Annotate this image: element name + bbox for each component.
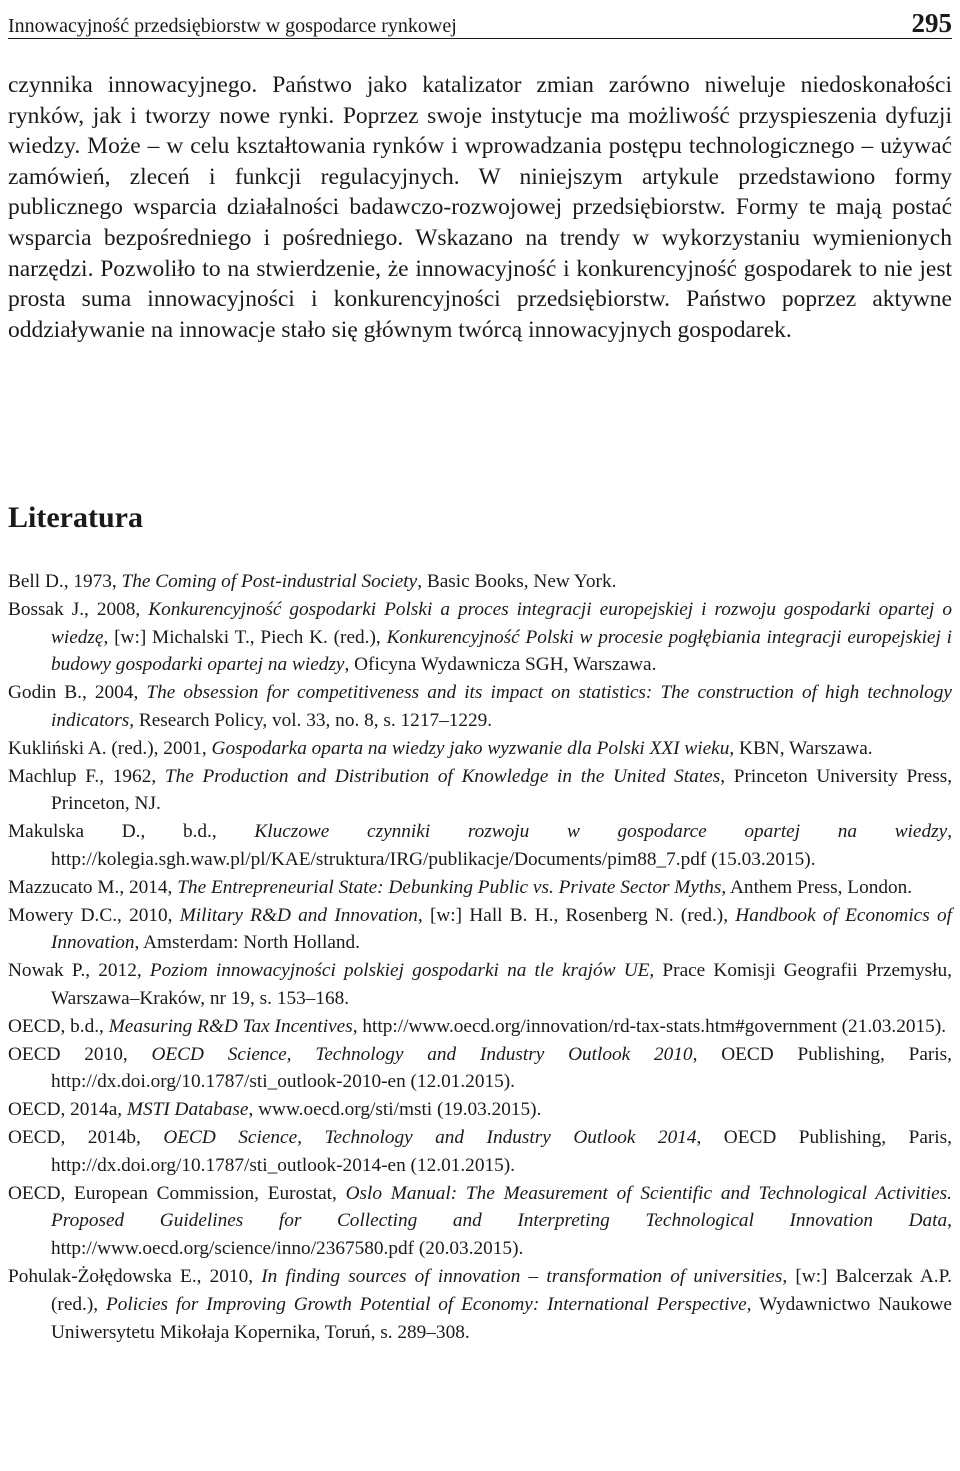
reference-item: Makulska D., b.d., Kluczowe czynniki rozwoju w gospodarce opartej na wiedzy, http://kolegia.sgh.waw.pl/pl/KAE/struktura/IRG/publikacje/Documents/pim88_7.pdf (15.03.2015). — [8, 821, 953, 870]
reference-item: Pohulak-Żołędowska E., 2010, In finding sources of innovation – transformation of universities, [w:] Balcerzak A.P. (red.), Policies for Improving Growth Potential of Economy: International Perspective, Wydawnictwo Naukowe Uniwersytetu Mikołaja Kopernika, Toruń, s. 289–308. — [8, 1265, 953, 1343]
reference-item: Kukliński A. (red.), 2001, Gospodarka oparta na wiedzy jako wyzwanie dla Polski XXI wieku, KBN, Warszawa. — [8, 737, 873, 759]
reference-item: Bossak J., 2008, Konkurencyjność gospodarki Polski a proces integracji europejskiej i rozwoju gospodarki opartej o wiedzę, [w:] Michalski T., Piech K. (red.), Konkurencyjność Polski w procesie pogłębiania integracji europejskiej i budowy gospodarki opartej na wiedzy, Oficyna Wydawnicza SGH, Warszawa. — [8, 598, 953, 676]
reference-item: Machlup F., 1962, The Production and Distribution of Knowledge in the United States, Princeton University Press, Princeton, NJ. — [8, 765, 953, 815]
page-number: 295 — [911, 8, 952, 38]
reference-item: OECD 2010, OECD Science, Technology and Industry Outlook 2010, OECD Publishing, Paris, http://dx.doi.org/10.1787/sti_outlook-2010-en (12.01.2015). — [8, 1043, 952, 1093]
reference-list — [8, 568, 952, 1346]
reference-item: OECD, 2014a, MSTI Database, www.oecd.org/sti/msti (19.03.2015). — [8, 1099, 542, 1121]
running-header — [8, 4, 952, 38]
reference-item: Bell D., 1973, The Coming of Post-industrial Society, Basic Books, New York. — [8, 571, 617, 592]
running-header-title: Innowacyjność przedsiębiorstw w gospodarce rynkowej — [8, 15, 457, 37]
body-paragraph: czynnika innowacyjnego. Państwo jako katalizator zmian zarówno niweluje niedoskonałości rynków, jak i tworzy nowe rynki. Poprzez swoje instytucje ma możliwość przyspieszenia dyfuzji wiedzy. Może – w celu kształtowania rynków i wprowadzania postępu technologicznego – używać zamówień, zleceń i funkcji regulacyjnych. W niniejszym artykule przedstawiono formy publicznego wsparcia działalności badawczo-rozwojowej przedsiębiorstw. Formy te mają postać wsparcia bezpośredniego i pośredniego. Wskazano na trendy w wykorzystaniu wymienionych narzędzi. Pozwoliło to na stwierdzenie, że innowacyjność i konkurencyjność gospodarek to nie jest prosta suma innowacyjności i konkurencyjności przedsiębiorstw. Państwo poprzez aktywne oddziaływanie na innowacje stało się głównym twórcą innowacyjnych gospodarek. — [8, 72, 952, 343]
reference-item: Mowery D.C., 2010, Military R&D and Innovation, [w:] Hall B. H., Rosenberg N. (red.), Handbook of Economics of Innovation, Amsterdam: North Holland. — [8, 904, 952, 954]
reference-item: OECD, 2014b, OECD Science, Technology and Industry Outlook 2014, OECD Publishing, Paris, http://dx.doi.org/10.1787/sti_outlook-2014-en (12.01.2015). — [8, 1126, 952, 1176]
reference-item: OECD, b.d., Measuring R&D Tax Incentives, http://www.oecd.org/innovation/rd-tax-stats.htm#government (21.03.2015). — [8, 1015, 947, 1037]
reference-item: Mazzucato M., 2014, The Entrepreneurial State: Debunking Public vs. Private Sector Myths, Anthem Press, London. — [8, 876, 913, 898]
reference-item: Godin B., 2004, The obsession for competitiveness and its impact on statistics: The construction of high technology indicators, Research Policy, vol. 33, no. 8, s. 1217–1229. — [8, 682, 952, 731]
reference-item: Nowak P., 2012, Poziom innowacyjności polskiej gospodarki na tle krajów UE, Prace Komisji Geografii Przemysłu, Warszawa–Kraków, nr 19, s. 153–168. — [8, 960, 952, 1009]
section-heading: Literatura — [8, 501, 143, 534]
body-text — [8, 70, 952, 345]
header-divider — [8, 38, 952, 39]
reference-item: OECD, European Commission, Eurostat, Oslo Manual: The Measurement of Scientific and Technological Activities. Proposed Guidelines for Collecting and Interpreting Technological Innovation Data, http://www.oecd.org/science/inno/2367580.pdf (20.03.2015). — [8, 1182, 952, 1260]
